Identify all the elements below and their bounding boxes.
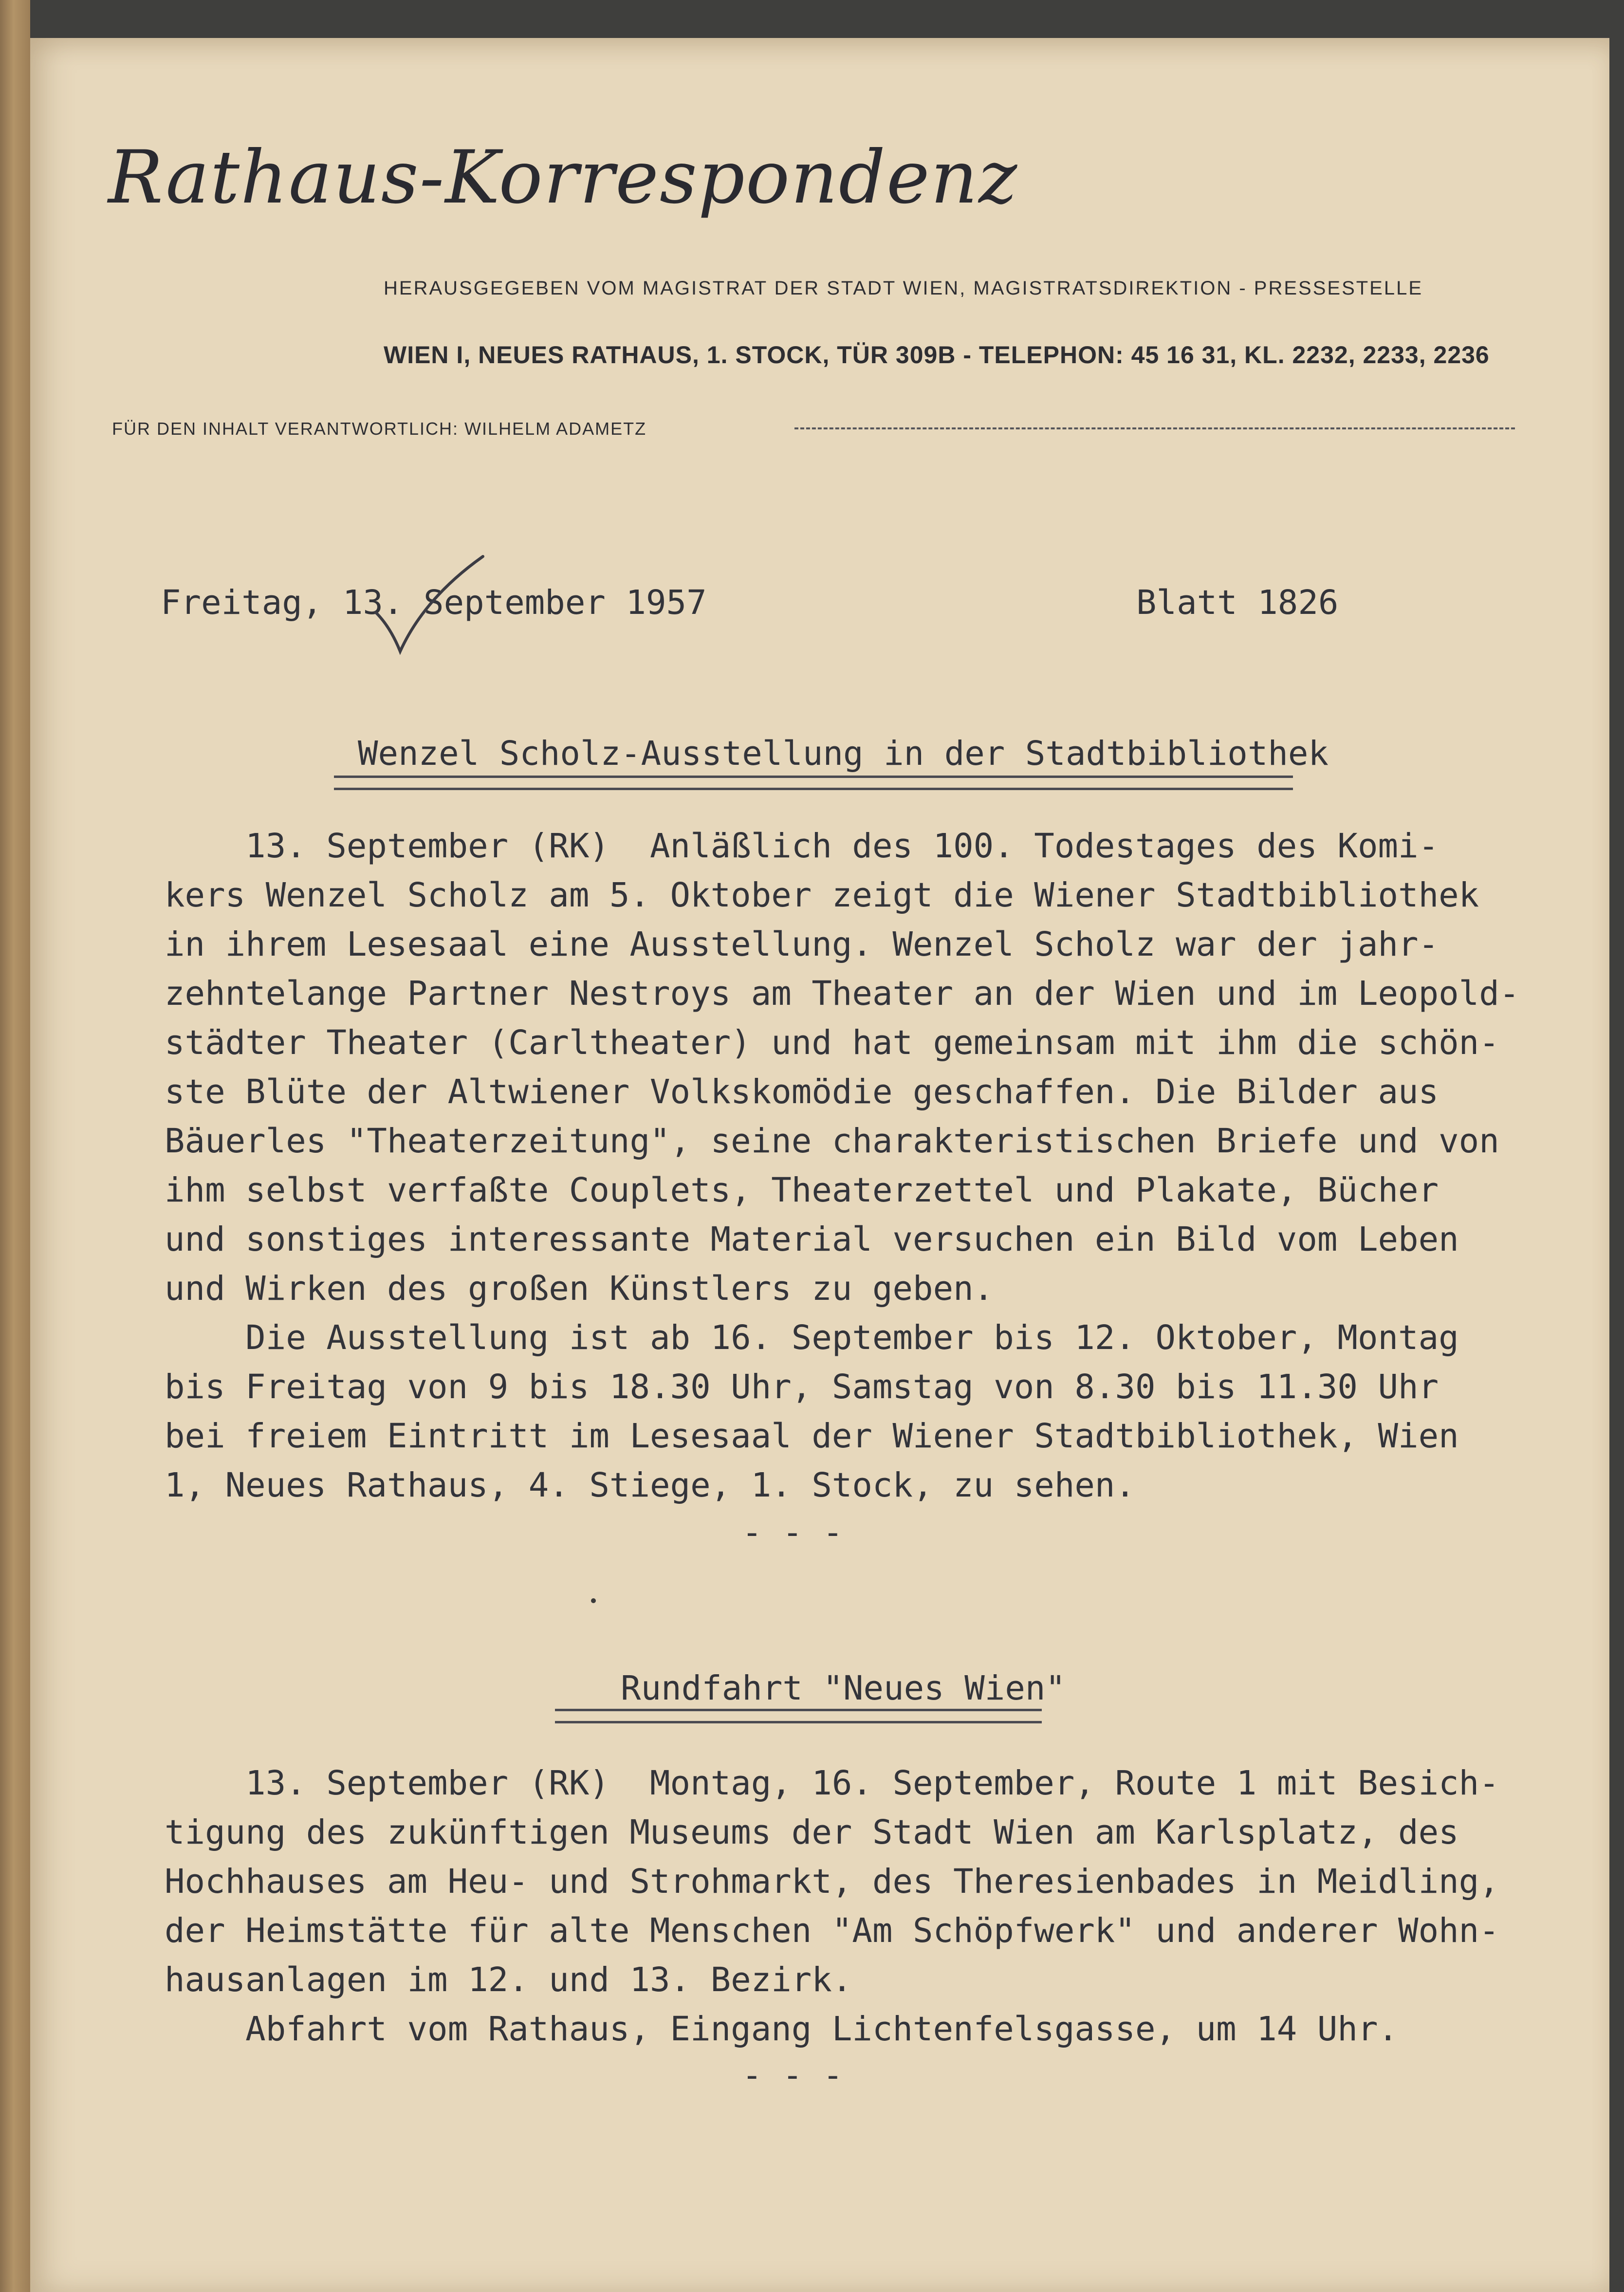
body-line: Hochhauses am Heu- und Strohmarkt, des Theresienbades in Meidling, (165, 1862, 1499, 1901)
article2-double-underline (555, 1709, 1042, 1723)
article1-body (165, 822, 1547, 1510)
body-line: Abfahrt vom Rathaus, Eingang Lichtenfelsgasse, um 14 Uhr. (165, 2010, 1399, 2049)
body-line: bis Freitag von 9 bis 18.30 Uhr, Samstag von 8.30 bis 11.30 Uhr (165, 1368, 1439, 1406)
body-line: der Heimstätte für alte Menschen "Am Schöpfwerk" und anderer Wohn- (165, 1911, 1499, 1950)
sheet-number: Blatt 1826 (1136, 583, 1339, 622)
article2-body (165, 1759, 1547, 2054)
handwritten-check-mark-icon (371, 554, 488, 656)
body-line: in ihrem Lesesaal eine Ausstellung. Wenzel Scholz war der jahr- (165, 925, 1439, 964)
book-spine (0, 0, 30, 2292)
body-line: tigung des zukünftigen Museums der Stadt Wien am Karlsplatz, des (165, 1813, 1459, 1852)
article2-heading: Rundfahrt "Neues Wien" (621, 1669, 1066, 1708)
body-line: 13. September (RK) Anläßlich des 100. Todestages des Komi- (165, 827, 1439, 866)
article1-heading: Wenzel Scholz-Ausstellung in der Stadtbibliothek (358, 734, 1329, 773)
header-dashed-rule (794, 427, 1515, 429)
body-line: 13. September (RK) Montag, 16. September, Route 1 mit Besich- (165, 1764, 1499, 1803)
body-line: zehntelange Partner Nestroys am Theater an der Wien und im Leopold- (165, 974, 1520, 1013)
article1-double-underline (334, 776, 1293, 790)
responsible-line: FÜR DEN INHALT VERANTWORTLICH: WILHELM ADAMETZ (112, 419, 647, 439)
body-line: und Wirken des großen Künstlers zu geben. (165, 1269, 994, 1308)
body-line: und sonstiges interessante Material versuchen ein Bild vom Leben (165, 1220, 1459, 1259)
document-page (30, 38, 1609, 2292)
article2-separator: - - - (742, 2056, 843, 2095)
address-line: WIEN I, NEUES RATHAUS, 1. STOCK, TÜR 309B - TELEPHON: 45 16 31, KL. 2232, 2233, 2236 (384, 341, 1490, 369)
masthead-title: Rathaus-Korrespondenz (108, 135, 1018, 220)
date-line: Freitag, 13. September 1957 (161, 583, 707, 622)
body-line: kers Wenzel Scholz am 5. Oktober zeigt die Wiener Stadtbibliothek (165, 876, 1479, 915)
body-line: 1, Neues Rathaus, 4. Stiege, 1. Stock, zu sehen. (165, 1466, 1135, 1505)
body-line: Bäuerles "Theaterzeitung", seine charakteristischen Briefe und von (165, 1122, 1499, 1161)
body-line: städter Theater (Carltheater) und hat gemeinsam mit ihm die schön- (165, 1023, 1499, 1062)
body-line: bei freiem Eintritt im Lesesaal der Wiener Stadtbibliothek, Wien (165, 1417, 1459, 1456)
ink-speck (591, 1598, 596, 1603)
body-line: ste Blüte der Altwiener Volkskomödie geschaffen. Die Bilder aus (165, 1072, 1439, 1111)
body-line: hausanlagen im 12. und 13. Bezirk. (165, 1960, 852, 1999)
body-line: Die Ausstellung ist ab 16. September bis 12. Oktober, Montag (165, 1318, 1459, 1357)
publisher-line: HERAUSGEGEBEN VOM MAGISTRAT DER STADT WIEN, MAGISTRATSDIREKTION - PRESSESTELLE (384, 277, 1423, 299)
article1-separator: - - - (742, 1513, 843, 1552)
body-line: ihm selbst verfaßte Couplets, Theaterzettel und Plakate, Bücher (165, 1171, 1439, 1210)
